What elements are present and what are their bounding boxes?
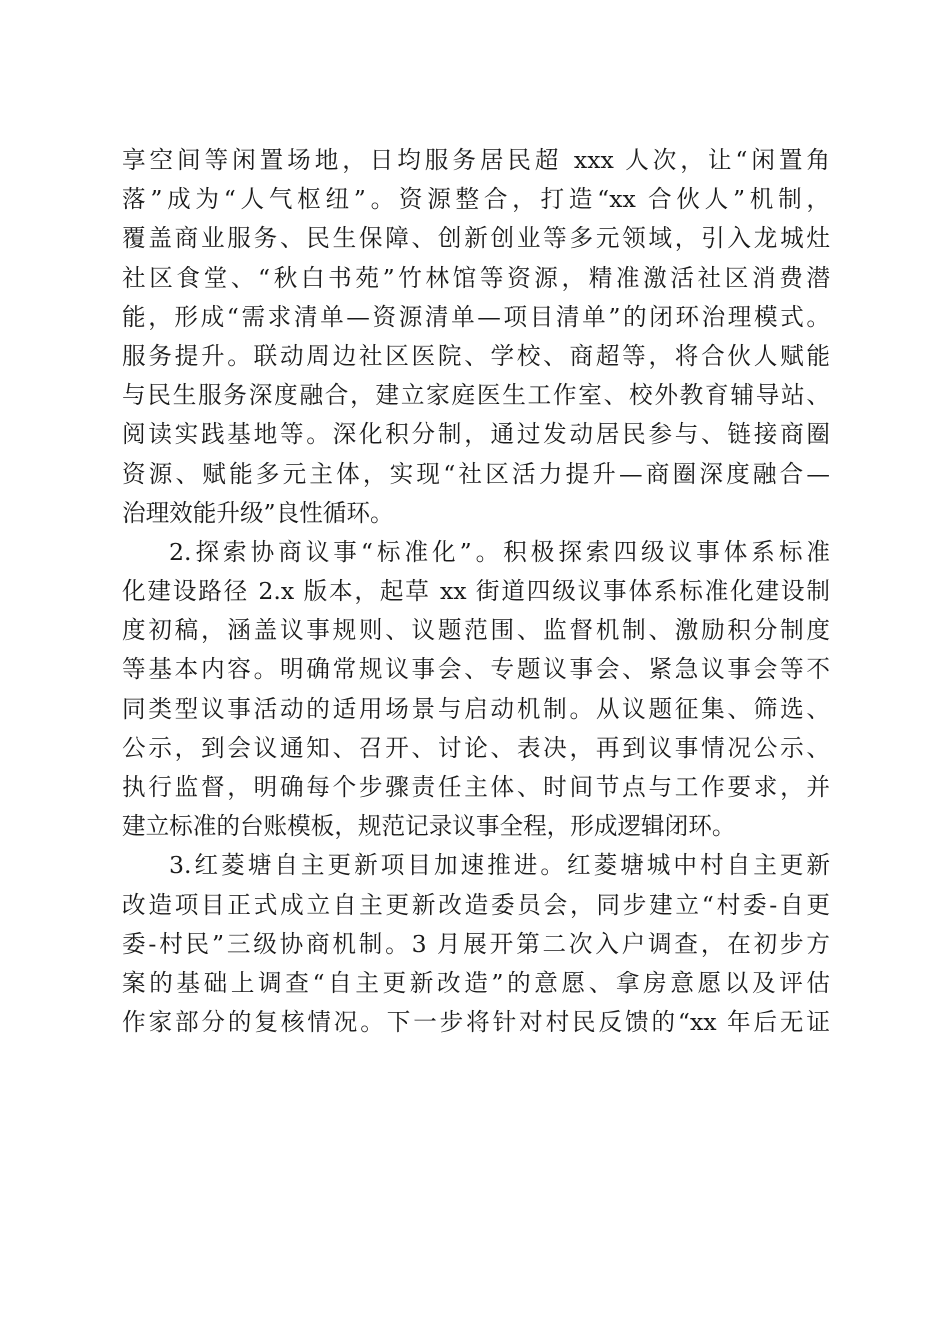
body-text	[122, 141, 830, 1042]
text-line: 建立标准的台账模板，规范记录议事全程，形成逻辑闭环。	[122, 812, 736, 841]
text-line: 度初稿，涵盖议事规则、议题范围、监督机制、激励积分制度	[122, 616, 830, 645]
text-line: 享空间等闲置场地，日均服务居民超 xxx 人次，让“闲置角	[122, 146, 830, 174]
text-line: 资源、赋能多元主体，实现“社区活力提升—商圈深度融合—	[122, 459, 830, 488]
text-line: 社区食堂、“秋白书苑”竹林馆等资源，精准激活社区消费潜	[122, 263, 830, 292]
text-line: 与民生服务深度融合，建立家庭医生工作室、校外教育辅导站、	[122, 381, 830, 410]
paragraph-2-start: 2.探索协商议事“标准化”。积极探索四级议事体系标准	[169, 537, 830, 566]
text-line: 覆盖商业服务、民生保障、创新创业等多元领域，引入龙城灶	[122, 224, 830, 253]
text-line: 阅读实践基地等。深化积分制，通过发动居民参与、链接商圈	[122, 420, 830, 449]
text-line: 作家部分的复核情况。下一步将针对村民反馈的“xx 年后无证	[122, 1008, 830, 1037]
text-line: 落”成为“人气枢纽”。资源整合，打造“xx 合伙人”机制，	[122, 185, 830, 214]
text-line: 公示，到会议通知、召开、讨论、表决，再到议事情况公示、	[122, 733, 830, 762]
text-line: 治理效能升级”良性循环。	[122, 498, 394, 527]
text-line: 改造项目正式成立自主更新改造委员会，同步建立“村委-自更	[122, 890, 830, 919]
text-line: 能，形成“需求清单—资源清单—项目清单”的闭环治理模式。	[122, 302, 830, 331]
paragraph-3-start: 3.红菱塘自主更新项目加速推进。红菱塘城中村自主更新	[169, 851, 830, 880]
text-line: 委-村民”三级协商机制。3 月展开第二次入户调查，在初步方	[122, 929, 830, 958]
text-line: 化建设路径 2.x 版本，起草 xx 街道四级议事体系标准化建设制	[122, 577, 830, 606]
text-line: 执行监督，明确每个步骤责任主体、时间节点与工作要求，并	[122, 773, 830, 801]
text-line: 等基本内容。明确常规议事会、专题议事会、紧急议事会等不	[122, 655, 830, 684]
text-line: 服务提升。联动周边社区医院、学校、商超等，将合伙人赋能	[122, 341, 830, 370]
text-line: 同类型议事活动的适用场景与启动机制。从议题征集、筛选、	[122, 694, 830, 723]
text-line: 案的基础上调查“自主更新改造”的意愿、拿房意愿以及评估	[122, 968, 830, 997]
